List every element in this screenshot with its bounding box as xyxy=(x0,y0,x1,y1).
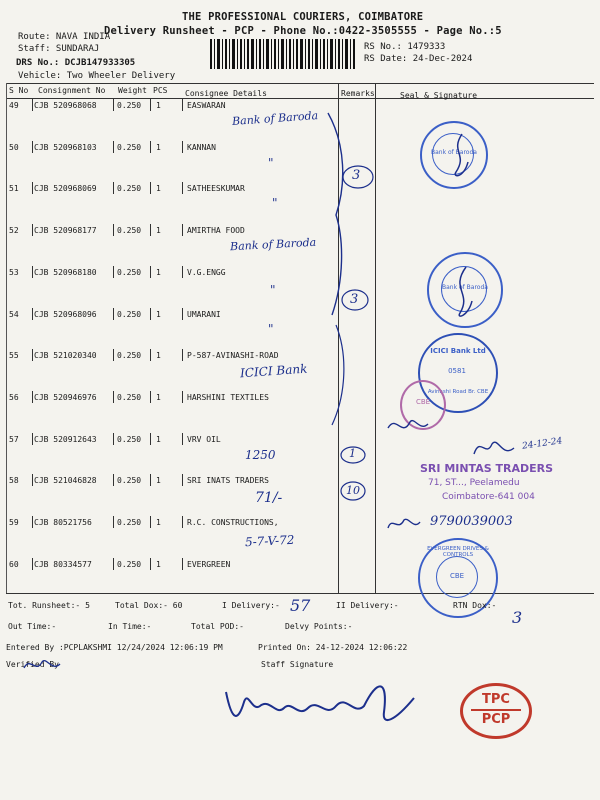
row-consignee: HARSHINI TEXTILES xyxy=(187,393,269,402)
row-separator-tick-sno xyxy=(32,391,33,403)
row-separator-tick-pcs xyxy=(182,349,183,361)
row-separator-tick-cons xyxy=(113,308,114,320)
row-sno: 52 xyxy=(9,226,19,235)
row-separator-tick-weight xyxy=(150,266,151,278)
row-separator-tick-sno xyxy=(32,266,33,278)
row-consignment-no: CJB 520968103 xyxy=(34,143,97,152)
row-separator-tick-pcs xyxy=(182,99,183,111)
row-separator-tick-cons xyxy=(113,141,114,153)
remarks-annotations xyxy=(318,105,378,545)
hand-note-row-57: 1250 xyxy=(245,448,276,462)
row-pcs: 1 xyxy=(156,310,161,319)
row-sno: 50 xyxy=(9,143,19,152)
staff-label: Staff: SUNDARAJ xyxy=(18,44,100,54)
tpc-pcp-stamp: TPC PCP xyxy=(460,683,532,739)
col-consignee: Consignee Details xyxy=(185,89,267,98)
row-separator-tick-weight xyxy=(150,516,151,528)
bank-seal-stamp-2: Bank of Baroda xyxy=(427,252,503,328)
verifier-signature xyxy=(20,654,64,676)
row-separator-tick-sno xyxy=(32,558,33,570)
row-separator-tick-cons xyxy=(113,349,114,361)
rs-date: RS Date: 24-Dec-2024 xyxy=(364,54,473,64)
row-separator-tick-sno xyxy=(32,224,33,236)
row-separator-tick-pcs xyxy=(182,433,183,445)
row-sno: 56 xyxy=(9,393,19,402)
remark-count-2: 3 xyxy=(350,292,359,307)
in-time: In Time:- xyxy=(108,622,152,631)
hand-note-row-54: " xyxy=(268,322,274,336)
row-consignee: R.C. CONSTRUCTIONS, xyxy=(187,518,279,527)
remark-count-1: 3 xyxy=(352,168,361,183)
col-pcs: PCS xyxy=(153,86,168,95)
row-pcs: 1 xyxy=(156,518,161,527)
row-weight: 0.250 xyxy=(117,476,142,485)
row-weight: 0.250 xyxy=(117,268,142,277)
row-sno: 60 xyxy=(9,560,19,569)
row-pcs: 1 xyxy=(156,268,161,277)
delvy-points: Delvy Points:- xyxy=(285,622,353,631)
row-separator-tick-cons xyxy=(113,516,114,528)
hand-note-row-59: 5-7-V-72 xyxy=(244,532,295,550)
drs-number: DRS No.: DCJB147933305 xyxy=(16,58,136,68)
row-consignment-no: CJB 520968068 xyxy=(34,101,97,110)
row-separator-tick-cons xyxy=(113,433,114,445)
icici-bank-stamp: ICICI Bank Ltd 0581 Avinashi Road Br. CBE xyxy=(418,333,498,413)
row-separator-tick-weight xyxy=(150,99,151,111)
hand-note-row-50: " xyxy=(268,156,274,170)
row-consignment-no: CJB 521020340 xyxy=(34,351,97,360)
printed-on: Printed On: 24-12-2024 12:06:22 xyxy=(258,643,408,652)
row-consignment-no: CJB 520968180 xyxy=(34,268,97,277)
row-pcs: 1 xyxy=(156,101,161,110)
row-pcs: 1 xyxy=(156,476,161,485)
row-separator-tick-sno xyxy=(32,516,33,528)
row-separator-tick-weight xyxy=(150,391,151,403)
table-bottom-border xyxy=(6,593,594,594)
row-weight: 0.250 xyxy=(117,184,142,193)
row-consignment-no: CJB 520968177 xyxy=(34,226,97,235)
runsheet-subtitle: Delivery Runsheet - PCP - Phone No.:0422-3505555 - Page No.:5 xyxy=(104,25,502,37)
mintas-stamp-name: SRI MINTAS TRADERS xyxy=(420,462,553,475)
col-sno: S No xyxy=(9,86,29,95)
signature-row-56 xyxy=(384,410,434,440)
row-weight: 0.250 xyxy=(117,101,142,110)
staff-signature xyxy=(218,672,418,732)
verified-by-label: Verified By xyxy=(6,660,59,669)
row-weight: 0.250 xyxy=(117,226,142,235)
row-separator-tick-weight xyxy=(150,224,151,236)
row-consignee: AMIRTHA FOOD xyxy=(187,226,245,235)
i-delivery-value: 57 xyxy=(290,596,311,615)
row-separator-tick-sno xyxy=(32,433,33,445)
row-separator-tick-sno xyxy=(32,182,33,194)
row-consignee: VRV OIL xyxy=(187,435,221,444)
row-separator-tick-sno xyxy=(32,474,33,486)
row-separator-tick-pcs xyxy=(182,308,183,320)
row-consignment-no: CJB 520968096 xyxy=(34,310,97,319)
total-dox: Total Dox:- 60 xyxy=(115,601,183,610)
total-pod: Total POD:- xyxy=(191,622,244,631)
row-sno: 49 xyxy=(9,101,19,110)
row-pcs: 1 xyxy=(156,351,161,360)
signature-row-57 xyxy=(470,434,520,462)
row-separator-tick-sno xyxy=(32,99,33,111)
row-weight: 0.250 xyxy=(117,143,142,152)
row-consignment-no: CJB 520968069 xyxy=(34,184,97,193)
harshini-stamp: CBE xyxy=(400,380,446,430)
row-weight: 0.250 xyxy=(117,351,142,360)
handwritten-date: 24-12-24 xyxy=(521,436,563,452)
row-separator-tick-cons xyxy=(113,558,114,570)
i-delivery-label: I Delivery:- xyxy=(222,601,280,610)
row-separator-tick-weight xyxy=(150,474,151,486)
hand-note-row-51: " xyxy=(272,196,278,210)
company-title: THE PROFESSIONAL COURIERS, COIMBATORE xyxy=(182,11,424,23)
rtn-dox-value: 3 xyxy=(512,608,523,627)
row-separator-tick-sno xyxy=(32,349,33,361)
row-separator-tick-cons xyxy=(113,224,114,236)
row-separator-tick-sno xyxy=(32,141,33,153)
remark-count-3: 1 xyxy=(349,447,356,460)
row-pcs: 1 xyxy=(156,226,161,235)
row-separator-tick-pcs xyxy=(182,224,183,236)
row-weight: 0.250 xyxy=(117,435,142,444)
row-separator-tick-weight xyxy=(150,349,151,361)
out-time: Out Time:- xyxy=(8,622,57,631)
table-header-border xyxy=(6,98,594,99)
row-sno: 54 xyxy=(9,310,19,319)
col-weight: Weight xyxy=(118,86,147,95)
tot-runsheet: Tot. Runsheet:- 5 xyxy=(8,601,90,610)
row-separator-tick-pcs xyxy=(182,266,183,278)
hand-note-row-55: ICICI Bank xyxy=(239,361,308,381)
row-weight: 0.250 xyxy=(117,560,142,569)
row-pcs: 1 xyxy=(156,560,161,569)
row-separator-tick-cons xyxy=(113,99,114,111)
row-consignment-no: CJB 520912643 xyxy=(34,435,97,444)
row-sno: 51 xyxy=(9,184,19,193)
handwritten-phone: 9790039003 xyxy=(430,514,513,529)
rtn-dox-label: RTN Dox:- xyxy=(453,601,497,610)
row-consignee: EVERGREEN xyxy=(187,560,231,569)
row-pcs: 1 xyxy=(156,184,161,193)
row-separator-tick-weight xyxy=(150,141,151,153)
row-separator-tick-cons xyxy=(113,266,114,278)
row-sno: 59 xyxy=(9,518,19,527)
row-separator-tick-pcs xyxy=(182,516,183,528)
row-consignment-no: CJB 521046828 xyxy=(34,476,97,485)
row-consignee: SRI INATS TRADERS xyxy=(187,476,269,485)
vehicle-label: Vehicle: Two Wheeler Delivery xyxy=(18,71,176,81)
remark-count-4: 10 xyxy=(346,484,360,497)
mintas-stamp-address: 71, ST..., Peelamedu xyxy=(428,478,520,488)
row-separator-tick-weight xyxy=(150,558,151,570)
bank-seal-stamp: Bank of Baroda xyxy=(420,121,488,189)
hand-note-row-58: 71/- xyxy=(255,490,283,506)
row-separator-tick-weight xyxy=(150,308,151,320)
row-consignee: KANNAN xyxy=(187,143,216,152)
entered-by: Entered By :PCPLAKSHMI 12/24/2024 12:06:19 PM xyxy=(6,643,223,652)
row-separator-tick-sno xyxy=(32,308,33,320)
mintas-stamp-city: Coimbatore-641 004 xyxy=(442,492,535,502)
table-left-border xyxy=(6,83,7,593)
staff-signature-label: Staff Signature xyxy=(261,660,334,669)
col-seal-signature: Seal & Signature xyxy=(400,91,478,100)
signature-row-59 xyxy=(384,512,424,536)
row-consignee: V.G.ENGG xyxy=(187,268,226,277)
col-consignment: Consignment No xyxy=(38,86,106,95)
row-separator-tick-pcs xyxy=(182,391,183,403)
row-weight: 0.250 xyxy=(117,310,142,319)
table-top-border xyxy=(6,83,594,84)
row-separator-tick-pcs xyxy=(182,141,183,153)
row-separator-tick-pcs xyxy=(182,182,183,194)
rs-number: RS No.: 1479333 xyxy=(364,42,446,52)
row-consignee: EASWARAN xyxy=(187,101,226,110)
col-remarks: Remarks xyxy=(341,89,375,98)
row-sno: 57 xyxy=(9,435,19,444)
row-pcs: 1 xyxy=(156,435,161,444)
row-sno: 55 xyxy=(9,351,19,360)
row-pcs: 1 xyxy=(156,143,161,152)
row-separator-tick-weight xyxy=(150,433,151,445)
barcode xyxy=(210,39,358,69)
row-weight: 0.250 xyxy=(117,393,142,402)
evergreen-stamp: EVERGREEN DRIVES & CONTROLS CBE xyxy=(418,538,498,618)
hand-note-row-49: Bank of Baroda xyxy=(231,109,319,128)
hand-note-row-53: " xyxy=(270,283,276,297)
hand-note-row-52: Bank of Baroda xyxy=(229,235,317,254)
ii-delivery-label: II Delivery:- xyxy=(336,601,399,610)
route-label: Route: NAVA INDIA xyxy=(18,32,111,42)
row-consignment-no: CJB 80521756 xyxy=(34,518,92,527)
signature-row-53 xyxy=(442,265,482,320)
row-separator-tick-cons xyxy=(113,182,114,194)
row-sno: 53 xyxy=(9,268,19,277)
row-separator-tick-weight xyxy=(150,182,151,194)
row-separator-tick-pcs xyxy=(182,558,183,570)
row-separator-tick-pcs xyxy=(182,474,183,486)
row-consignee: UMARANI xyxy=(187,310,221,319)
row-separator-tick-cons xyxy=(113,391,114,403)
row-consignee: SATHEESKUMAR xyxy=(187,184,245,193)
row-pcs: 1 xyxy=(156,393,161,402)
row-consignment-no: CJB 520946976 xyxy=(34,393,97,402)
row-consignment-no: CJB 80334577 xyxy=(34,560,92,569)
signature-row-49 xyxy=(440,132,480,182)
row-consignee: P-587-AVINASHI-ROAD xyxy=(187,351,279,360)
row-weight: 0.250 xyxy=(117,518,142,527)
row-separator-tick-cons xyxy=(113,474,114,486)
row-sno: 58 xyxy=(9,476,19,485)
